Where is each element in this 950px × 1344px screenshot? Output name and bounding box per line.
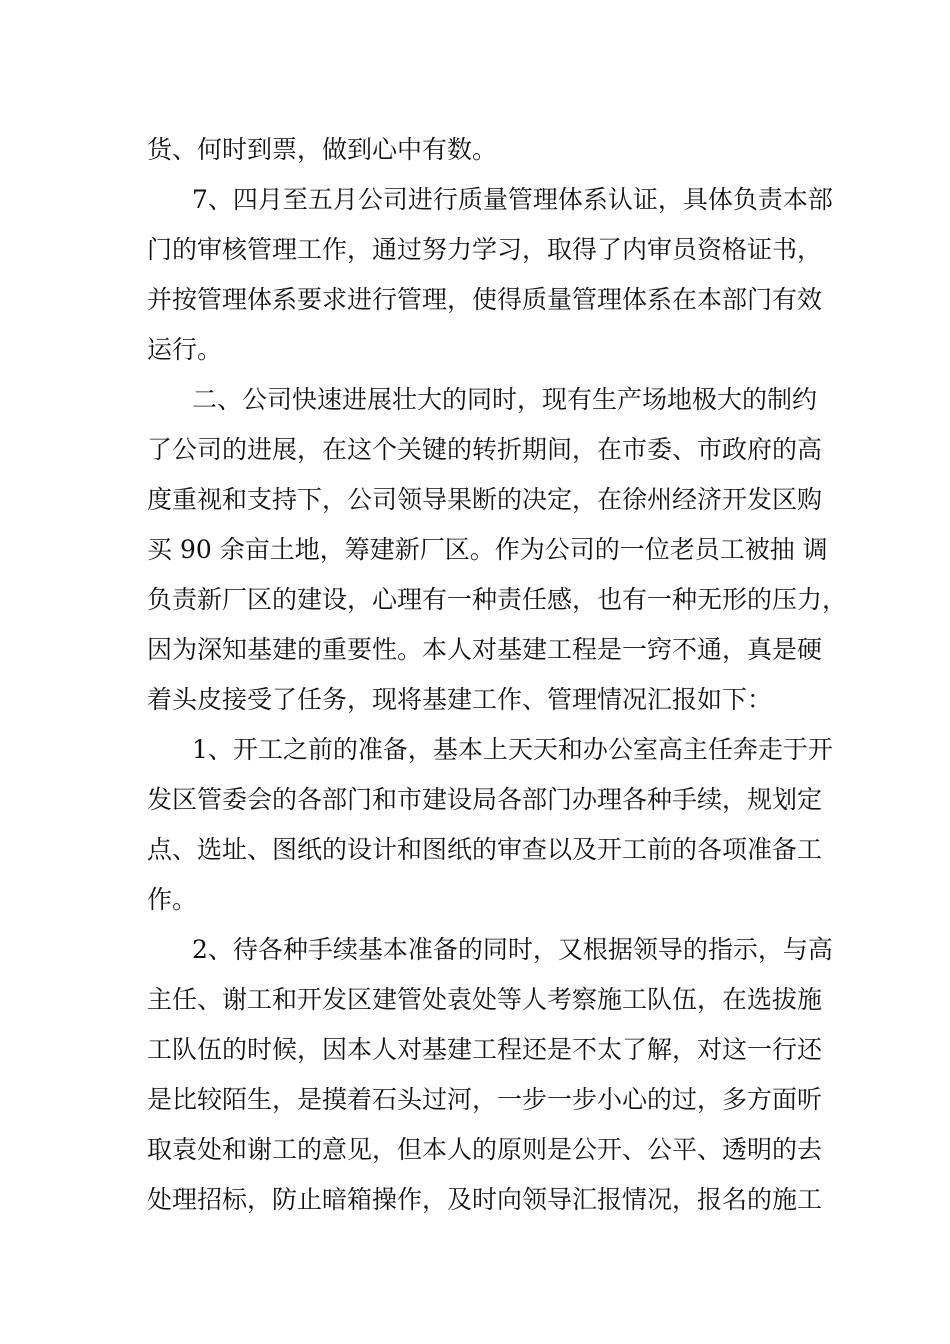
- text-line: [0, 880, 950, 920]
- text-line-content: 了公司的进展，在这个关键的转折期间，在市委、市政府的高: [147, 435, 823, 464]
- text-line: [0, 630, 950, 670]
- text-line-content: 主任、谢工和开发区建管处袁处等人考察施工队伍，在选拔施: [147, 985, 823, 1014]
- text-line: [0, 1030, 950, 1070]
- text-line: [0, 380, 950, 420]
- text-line-content: 工队伍的时候，因本人对基建工程还是不太了解，对这一行还: [147, 1035, 823, 1064]
- text-line: [0, 130, 950, 170]
- text-line: [0, 580, 950, 620]
- text-line-content: 货、何时到票，做到心中有数。: [147, 135, 498, 164]
- text-line-content: 点、选址、图纸的设计和图纸的审查以及开工前的各项准备工: [147, 835, 823, 864]
- text-line-content: 二、公司快速进展壮大的同时，现有生产场地极大的制约: [192, 385, 818, 414]
- text-line: [0, 530, 950, 570]
- text-line: [0, 1080, 950, 1120]
- text-line: [0, 1180, 950, 1220]
- text-line-content: 着头皮接受了任务，现将基建工作、管理情况汇报如下：: [147, 685, 773, 714]
- text-line-content: 因为深知基建的重要性。本人对基建工程是一窍不通，真是硬: [147, 635, 823, 664]
- text-line: [0, 430, 950, 470]
- text-line-content: 取袁处和谢工的意见，但本人的原则是公开、公平、透明的去: [147, 1135, 823, 1164]
- text-line: [0, 180, 950, 220]
- text-line: [0, 230, 950, 270]
- text-line: [0, 330, 950, 370]
- text-line: [0, 280, 950, 320]
- text-line-content: 7、四月至五月公司进行质量管理体系认证，具体负责本部: [192, 185, 833, 214]
- text-line: [0, 780, 950, 820]
- text-line-content: 运行。: [147, 335, 223, 364]
- text-line-content: 买 90 余亩土地，筹建新厂区。作为公司的一位老员工被抽 调: [147, 535, 828, 564]
- text-line: [0, 480, 950, 520]
- text-line-content: 作。: [147, 885, 198, 914]
- text-line-content: 并按管理体系要求进行管理，使得质量管理体系在本部门有效: [147, 285, 823, 314]
- text-line-content: 处理招标，防止暗箱操作，及时向领导汇报情况，报名的施工: [147, 1185, 823, 1214]
- text-line-content: 门的审核管理工作，通过努力学习，取得了内审员资格证书，: [147, 235, 823, 264]
- text-line: [0, 680, 950, 720]
- text-line-content: 发区管委会的各部门和市建设局各部门办理各种手续，规划定: [147, 785, 823, 814]
- text-line: [0, 1130, 950, 1170]
- text-line-content: 负责新厂区的建设，心理有一种责任感，也有一种无形的压力，: [147, 585, 848, 614]
- text-line-content: 2、待各种手续基本准备的同时，又根据领导的指示，与高: [192, 935, 833, 964]
- text-line-content: 1、开工之前的准备，基本上天天和办公室高主任奔走于开: [192, 735, 833, 764]
- text-line: [0, 830, 950, 870]
- text-line-content: 度重视和支持下，公司领导果断的决定，在徐州经济开发区购: [147, 485, 823, 514]
- text-line: [0, 930, 950, 970]
- text-line: [0, 730, 950, 770]
- text-line: [0, 980, 950, 1020]
- text-line-content: 是比较陌生，是摸着石头过河，一步一步小心的过，多方面听: [147, 1085, 823, 1114]
